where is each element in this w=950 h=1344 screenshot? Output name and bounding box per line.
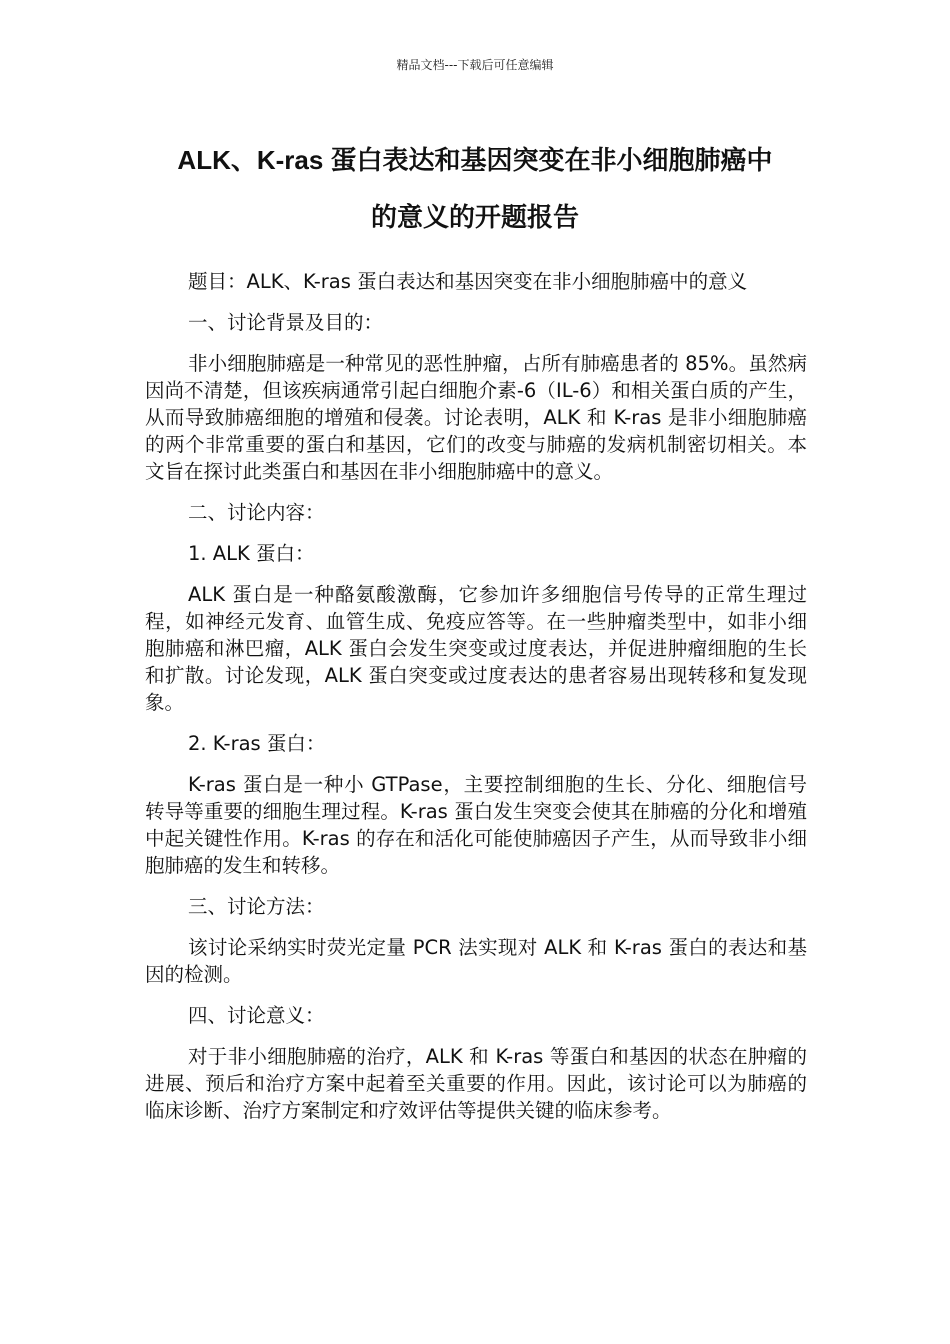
topic-line: 题目：ALK、K-ras 蛋白表达和基因突变在非小细胞肺癌中的意义 [188,270,748,293]
subheading-kras: 2. K-ras 蛋白： [188,732,326,755]
document-title [120,132,830,246]
paragraph-method: 该讨论采纳实时荧光定量 PCR 法实现对 ALK 和 K-ras 蛋白的表达和基因的检测。 [145,936,807,986]
section-heading-significance: 四、讨论意义： [188,1004,325,1027]
section-heading-method: 三、讨论方法： [188,895,325,918]
paragraph-alk: ALK 蛋白是一种酪氨酸激酶，它参加许多细胞信号传导的正常生理过程，如神经元发育、血管生成、免疫应答等。在一些肿瘤类型中，如非小细胞肺癌和淋巴瘤，ALK 蛋白会发生突变或过度表达，并促进肿瘤细胞的生长和扩散。讨论发现，ALK 蛋白突变或过度表达的患者容易出现转移和复发现象。 [145,583,807,714]
title-line-2: 的意义的开题报告 [370,202,579,232]
header-note: 精品文档---下载后可任意编辑 [396,58,554,72]
section-heading-background: 一、讨论背景及目的： [188,311,384,334]
document-body [145,268,807,1138]
paragraph-significance: 对于非小细胞肺癌的治疗，ALK 和 K-ras 等蛋白和基因的状态在肿瘤的进展、预后和治疗方案中起着至关重要的作用。因此，该讨论可以为肺癌的临床诊断、治疗方案制定和疗效评估等提供关键的临床参考。 [145,1045,807,1122]
paragraph-kras: K-ras 蛋白是一种小 GTPase，主要控制细胞的生长、分化、细胞信号转导等重要的细胞生理过程。K-ras 蛋白发生突变会使其在肺癌的分化和增殖中起关键性作用。K-ras 的存在和活化可能使肺癌因子产生，从而导致非小细胞肺癌的发生和转移。 [145,773,807,877]
paragraph-background: 非小细胞肺癌是一种常见的恶性肿瘤，占所有肺癌患者的 85%。虽然病因尚不清楚，但该疾病通常引起白细胞介素-6（IL-6）和相关蛋白质的产生，从而导致肺癌细胞的增殖和侵袭。讨论表明，ALK 和 K-ras 是非小细胞肺癌的两个非常重要的蛋白和基因，它们的改变与肺癌的发病机制密切相关。本文旨在探讨此类蛋白和基因在非小细胞肺癌中的意义。 [145,352,807,483]
subheading-alk: 1. ALK 蛋白： [188,542,315,565]
title-line-1: ALK、K-ras 蛋白表达和基因突变在非小细胞肺癌中 [177,145,773,175]
section-heading-content: 二、讨论内容： [188,501,325,524]
